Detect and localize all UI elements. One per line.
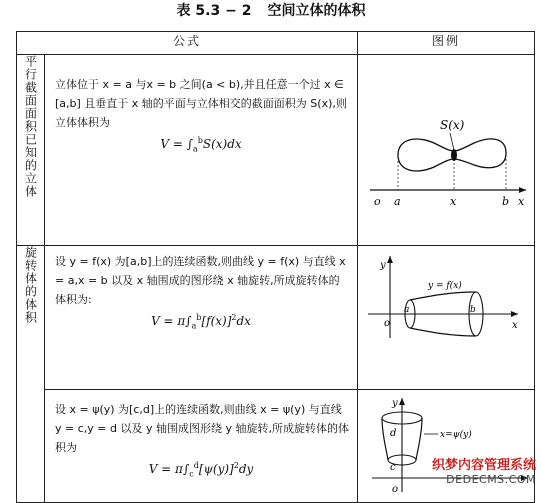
cross-section-figure bbox=[358, 55, 535, 245]
volume-equation: $V = \pi\int_c^d[\psi(y)]^2dy$ bbox=[148, 461, 254, 479]
formula-cell bbox=[45, 390, 358, 503]
volume-equation: $V = \int_a^bS(x)dx$ bbox=[160, 136, 242, 154]
rotation-x-figure bbox=[358, 246, 535, 389]
formula-text: 设 x = ψ(y) 为[c,d]上的连续函数,则曲线 x = ψ(y) 与直线 y = c,y = d 以及 y 轴围成图形绕 y 轴旋转,所成旋转体的体积为 bbox=[55, 403, 349, 454]
label-pointer bbox=[450, 133, 454, 150]
header-formula: 公式 bbox=[17, 32, 358, 55]
b-label: b bbox=[470, 305, 476, 315]
header-row bbox=[17, 32, 535, 55]
table-number: 表 5.3 − 2 bbox=[176, 3, 252, 19]
axis-label: x bbox=[512, 320, 518, 331]
volume-equation: $V = \pi\int_a^b[f(x)]^2dx$ bbox=[151, 313, 251, 331]
x-axis-arrow bbox=[519, 187, 526, 193]
formula-cell bbox=[45, 55, 358, 246]
a-label: a bbox=[404, 305, 410, 315]
table-caption: 空间立体的体积 bbox=[267, 3, 366, 19]
a-label: a bbox=[394, 195, 401, 208]
c-label: c bbox=[390, 462, 396, 473]
y-label: y bbox=[380, 260, 386, 271]
y-axis-arrow bbox=[399, 398, 405, 405]
formula-cell bbox=[45, 246, 358, 390]
curve-label: y = f(x) bbox=[428, 281, 462, 291]
right-curve bbox=[416, 418, 422, 460]
y-axis-arrow bbox=[387, 256, 393, 263]
figure-cell bbox=[358, 246, 535, 390]
category-cell bbox=[17, 246, 45, 503]
watermark-title: 织梦内容管理系统 bbox=[431, 458, 536, 473]
watermark bbox=[432, 454, 536, 486]
left-curve bbox=[382, 418, 388, 460]
curve-label: x=ψ(y) bbox=[440, 430, 472, 440]
bottom-curve bbox=[410, 328, 476, 336]
category-label: 平行截面面积已知的立体 bbox=[23, 55, 38, 198]
y-label: y bbox=[392, 398, 398, 409]
x-axis-arrow bbox=[511, 311, 518, 317]
origin-label: o bbox=[392, 484, 399, 495]
row-rotation-x bbox=[17, 246, 535, 390]
x-label: x bbox=[450, 195, 457, 208]
origin-label: o bbox=[384, 318, 391, 329]
section-label: S(x) bbox=[440, 118, 465, 132]
formula-text: 立体位于 x = a 与x = b 之间(a < b),并且任意一个过 x ∈ [a,b] 且垂直于 x 轴的平面与立体相交的截面面积为 S(x),则立体体积为 bbox=[55, 78, 347, 129]
header-figure: 图例 bbox=[358, 32, 535, 55]
d-label: d bbox=[390, 428, 397, 439]
volume-table bbox=[16, 31, 535, 503]
b-label: b bbox=[502, 195, 510, 208]
category-label: 旋转体的体积 bbox=[23, 246, 38, 324]
watermark-url: DEDECMS.COM bbox=[446, 473, 536, 486]
axis-label: x bbox=[518, 195, 525, 208]
figure-cell bbox=[358, 55, 535, 246]
formula-text: 设 y = f(x) 为[a,b]上的连续函数,则曲线 y = f(x) 与直线 x = a,x = b 以及 x 轴围成的图形绕 x 轴旋转,所成旋转体的体积为: bbox=[55, 255, 346, 306]
table-title bbox=[0, 0, 542, 22]
origin-label: o bbox=[374, 195, 381, 208]
top-curve bbox=[410, 292, 476, 300]
row-cross-section bbox=[17, 55, 535, 246]
category-cell bbox=[17, 55, 45, 246]
